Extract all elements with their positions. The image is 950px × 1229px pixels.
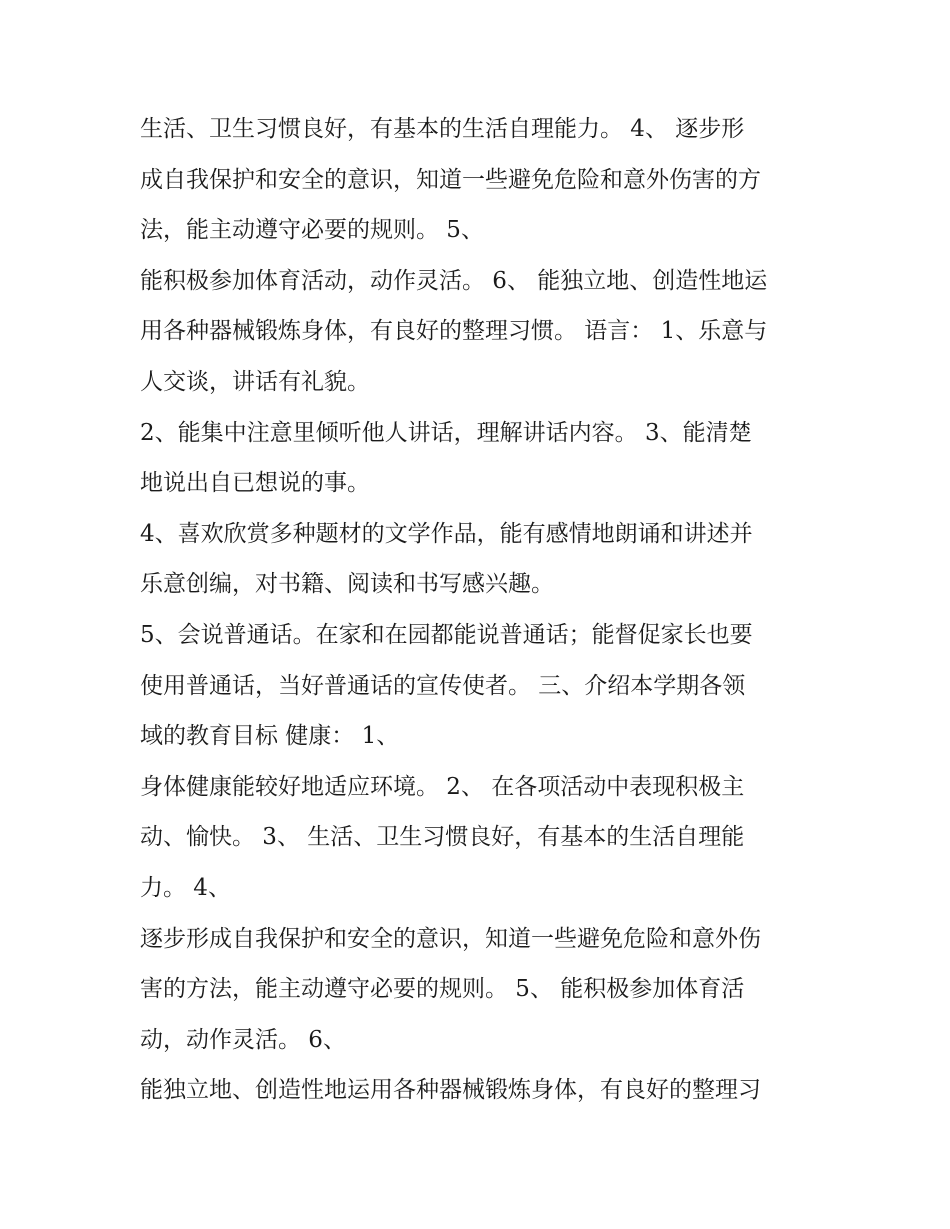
text-line-19: 动，动作灵活。 6、 [140,1026,346,1053]
text-line-5: 用各种器械锻炼身体，有良好的整理习惯。 语言： 1、乐意与 [140,318,768,345]
text-line-4: 能积极参加体育活动，动作灵活。 6、 能独立地、创造性地运 [140,267,768,294]
text-line-8: 地说出自已想说的事。 [140,470,370,497]
body-text [140,104,820,1116]
text-line-14: 身体健康能较好地适应环境。 2、 在各项活动中表现积极主 [140,773,745,800]
text-line-2: 成自我保护和安全的意识，知道一些避免危险和意外伤害的方 [140,166,761,193]
text-line-12: 使用普通话，当好普通话的宣传使者。 三、介绍本学期各领 [140,672,746,699]
text-line-17: 逐步形成自我保护和安全的意识，知道一些避免危险和意外伤 [140,925,761,952]
text-line-3: 法，能主动遵守必要的规则。 5、 [140,217,484,244]
text-line-16: 力。 4、 [140,874,231,901]
text-line-11: 5、会说普通话。在家和在园都能说普通话；能督促家长也要 [140,621,753,648]
text-line-1: 生活、卫生习惯良好，有基本的生活自理能力。 4、 逐步形 [140,116,745,142]
text-line-20: 能独立地、创造性地运用各种器械锻炼身体，有良好的整理习 [140,1077,761,1104]
text-line-10: 乐意创编，对书籍、阅读和书写感兴趣。 [140,571,554,598]
text-line-9: 4、喜欢欣赏多种题材的文学作品，能有感情地朗诵和讲述并 [140,520,753,547]
text-line-18: 害的方法，能主动遵守必要的规则。 5、 能积极参加体育活 [140,976,745,1003]
text-line-7: 2、能集中注意里倾听他人讲话，理解讲话内容。 3、能清楚 [140,419,752,446]
text-line-6: 人交谈，讲话有礼貌。 [140,368,370,395]
text-line-13: 域的教育目标 健康： 1、 [140,723,400,750]
text-line-15: 动、愉快。 3、 生活、卫生习惯良好，有基本的生活自理能 [140,824,745,851]
